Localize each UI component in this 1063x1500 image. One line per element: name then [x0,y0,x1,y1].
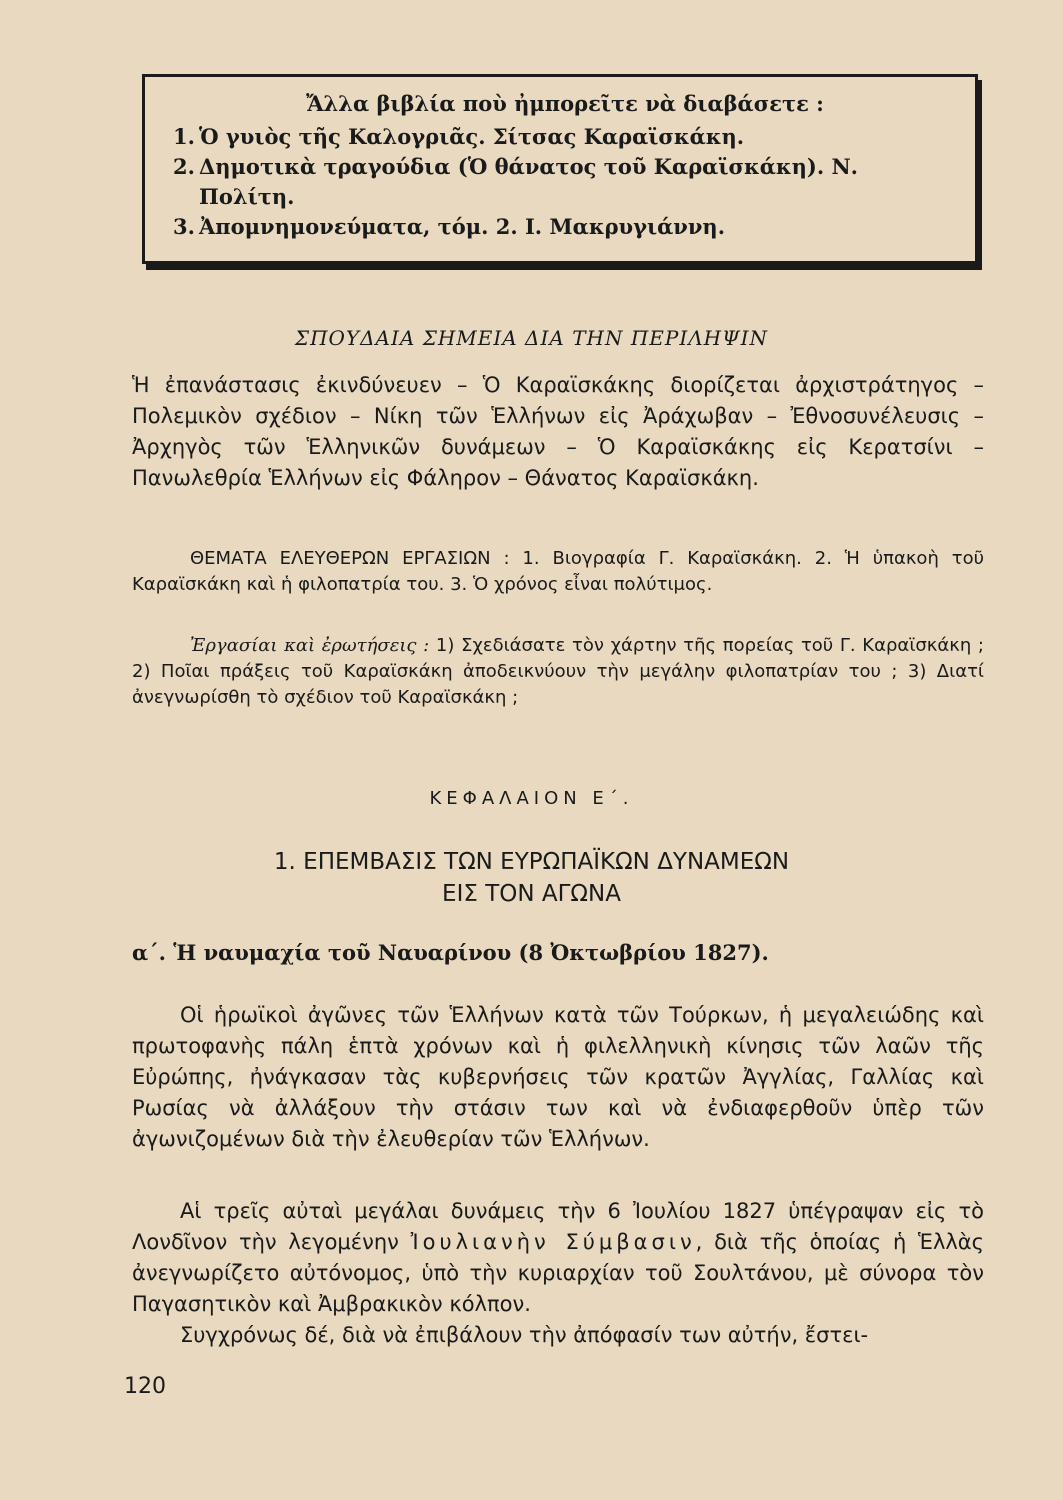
further-reading-title: Ἄλλα βιβλία ποὺ ἠμπορεῖτε νὰ διαβάσετε : [306,91,824,116]
exercises-paragraph [132,633,984,711]
section-subheading: α΄. Ἡ ναυμαχία τοῦ Ναυαρίνου (8 Ὀκτωβρίου 1827). [132,940,769,965]
reading-item: 3. Ἀπομνημονεύματα, τόμ. 2. Ι. Μακρυγιάννη. [173,214,726,239]
body-paragraph-2: Αἱ τρεῖς αὐταὶ μεγάλαι δυνάμεις τὴν 6 Ἰουλίου 1827 ὑπέγραψαν εἰς τὸ Λονδῖνον τὴν λεγομένην Ἰουλιανὴν Σύμβασιν, διὰ τῆς ὁποίας ἡ Ἑλλὰς ἀνεγνωρίζετο αὐτόνομος, ὑπὸ τὴν κυριαρχίαν τοῦ Σουλτάνου, μὲ σύνορα τὸν Παγασητικὸν καὶ Ἀμβρακικὸν κόλπον. [132,1199,984,1316]
reading-item: 1. Ὁ γυιὸς τῆς Καλογριᾶς. Σίτσας Καραϊσκάκη. [173,124,745,149]
body-paragraph-1: Οἱ ἡρωϊκοὶ ἀγῶνες τῶν Ἑλλήνων κατὰ τῶν Τούρκων, ἡ μεγαλειώδης καὶ πρωτοφανὴς πάλη ἑπτὰ χρόνων καὶ ἡ φιλελληνικὴ κίνησις τῶν λαῶν τῆς Εὐρώπης, ἠνάγκασαν τὰς κυβερνήσεις τῶν κρατῶν Ἀγγλίας, Γαλλίας καὶ Ρωσίας νὰ ἀλλάξουν τὴν στάσιν των καὶ νὰ ἐνδιαφερθοῦν ὑπὲρ τῶν ἀγωνιζομένων διὰ τὴν ἐλευθερίαν τῶν Ἑλλήνων. [132,1003,984,1151]
body-paragraph-3: Συγχρόνως δέ, διὰ νὰ ἐπιβάλουν τὴν ἀπόφασίν των αὐτήν, ἔστει- [180,1323,869,1347]
free-work-paragraph [132,546,984,598]
key-points-title: ΣΠΟΥΔΑΙΑ ΣΗΜΕΙΑ ΔΙΑ ΤΗΝ ΠΕΡΙΛΗΨΙΝ [294,326,769,350]
exercises-label: Ἐργασίαι καὶ ἐρωτήσεις : [190,635,430,656]
reading-item: 2. Δημοτικὰ τραγούδια (Ὁ θάνατος τοῦ Καραϊσκάκη). Ν. Πολίτη. [173,154,858,209]
key-points-text: Ἡ ἐπανάστασις ἐκινδύνευεν – Ὁ Καραϊσκάκης διορίζεται ἀρχιστράτηγος – Πολεμικὸν σχέδιον – Νίκη τῶν Ἑλλήνων εἰς Ἀράχωβαν – Ἐθνοσυνέλευσις – Ἀρχηγὸς τῶν Ἑλληνικῶν δυνάμεων – Ὁ Καραϊσκάκης εἰς Κερατσίνι – Πανωλεθρία Ἑλλήνων εἰς Φάληρον – Θάνατος Καραϊσκάκη. [132,373,984,490]
further-reading-box [142,74,978,264]
free-work-text: 1. Βιογραφία Γ. Καραϊσκάκη. 2. Ἡ ὑπακοὴ τοῦ Καραϊσκάκη καὶ ἡ φιλοπατρία του. 3. Ὁ χρόνος εἶναι πολύτιμος. [132,548,984,595]
chapter-heading: ΚΕΦΑΛΑΙΟΝ Ε΄. [429,788,634,809]
free-work-label: ΘΕΜΑΤΑ ΕΛΕΥΘΕΡΩΝ ΕΡΓΑΣΙΩΝ : [190,548,510,569]
page-number: 120 [124,1374,166,1399]
lesson-title-line2: ΕΙΣ ΤΟΝ ΑΓΩΝΑ [442,881,621,907]
lesson-title-line1: 1. ΕΠΕΜΒΑΣΙΣ ΤΩΝ ΕΥΡΩΠΑΪΚΩΝ ΔΥΝΑΜΕΩΝ [273,849,790,875]
convention-name: Ἰουλιανὴν Σύμβασιν [410,1230,696,1254]
exercises-text: 1) Σχεδιάσατε τὸν χάρτην τῆς πορείας τοῦ Γ. Καραϊσκάκη ; 2) Ποῖαι πράξεις τοῦ Καραϊσκάκη ἀποδεικνύουν τὴν μεγάλην φιλοπατρίαν του ; 3) Διατί ἀνεγνωρίσθη τὸ σχέδιον τοῦ Καραϊσκάκη ; [132,635,984,708]
